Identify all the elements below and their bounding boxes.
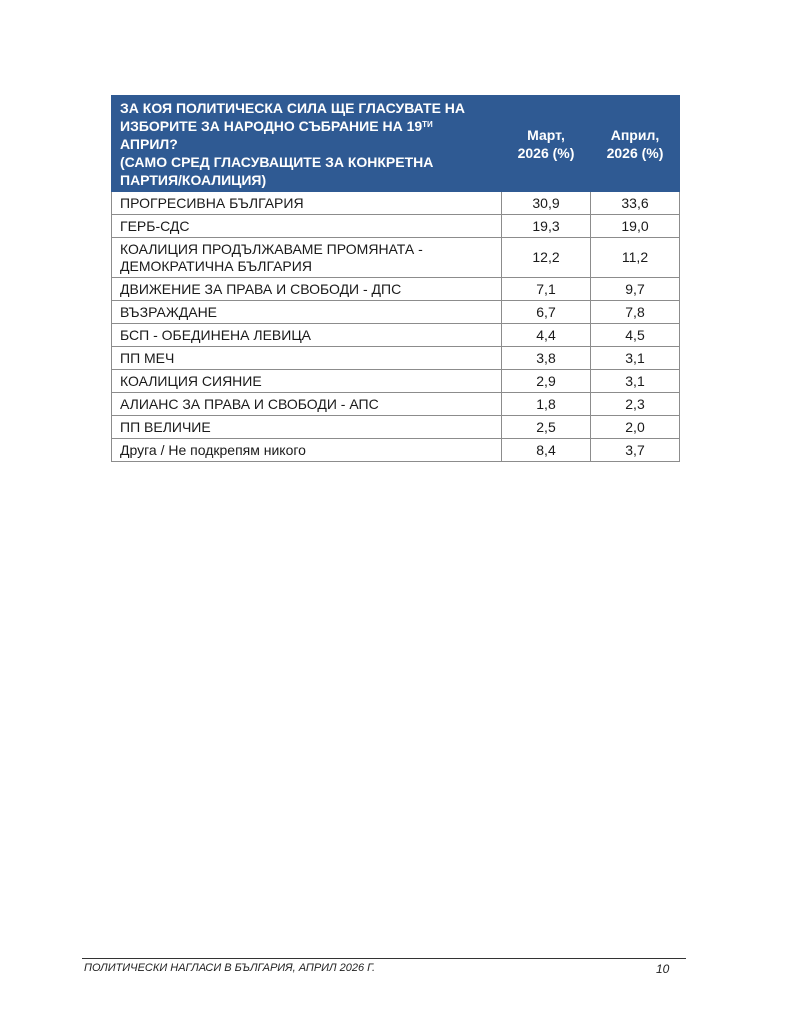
- party-name: АЛИАНС ЗА ПРАВА И СВОБОДИ - АПС: [112, 393, 502, 416]
- question-line-2-superscript: ТИ: [422, 120, 433, 129]
- column-header-april: [591, 96, 680, 192]
- party-name: ДВИЖЕНИЕ ЗА ПРАВА И СВОБОДИ - ДПС: [112, 278, 502, 301]
- column-april-year: 2026 (%): [606, 144, 664, 161]
- party-name: Друга / Не подкрепям никого: [112, 439, 502, 462]
- march-value: 2,5: [502, 416, 591, 439]
- party-name: ПП МЕЧ: [112, 347, 502, 370]
- april-value: 3,1: [591, 370, 680, 393]
- party-name: ПРОГРЕСИВНА БЪЛГАРИЯ: [112, 192, 502, 215]
- party-name: ПП ВЕЛИЧИЕ: [112, 416, 502, 439]
- april-value: 2,0: [591, 416, 680, 439]
- question-line-2: [120, 117, 495, 135]
- march-value: 19,3: [502, 215, 591, 238]
- april-value: 3,7: [591, 439, 680, 462]
- party-name: КОАЛИЦИЯ СИЯНИЕ: [112, 370, 502, 393]
- april-value: 9,7: [591, 278, 680, 301]
- march-value: 8,4: [502, 439, 591, 462]
- question-line-4: (САМО СРЕД ГЛАСУВАЩИТЕ ЗА КОНКРЕТНА: [120, 154, 434, 170]
- table-row: [112, 278, 680, 301]
- question-line-1: ЗА КОЯ ПОЛИТИЧЕСКА СИЛА ЩЕ ГЛАСУВАТЕ НА: [120, 100, 466, 116]
- column-header-march: [502, 96, 591, 192]
- april-value: 4,5: [591, 324, 680, 347]
- footer-divider: [82, 958, 686, 959]
- question-line-5: ПАРТИЯ/КОАЛИЦИЯ): [120, 172, 267, 188]
- march-value: 12,2: [502, 238, 591, 278]
- march-value: 1,8: [502, 393, 591, 416]
- column-april-label: Април,: [610, 126, 660, 143]
- table-row: [112, 324, 680, 347]
- poll-results-table: [111, 95, 680, 462]
- party-name-line-2: ДЕМОКРАТИЧНА БЪЛГАРИЯ: [120, 257, 312, 274]
- column-march-label: Март,: [527, 126, 565, 143]
- table-row: [112, 416, 680, 439]
- march-value: 30,9: [502, 192, 591, 215]
- april-value: 3,1: [591, 347, 680, 370]
- table-row: [112, 393, 680, 416]
- table-header-row: [112, 96, 680, 192]
- table-row: [112, 301, 680, 324]
- party-name: [112, 238, 502, 278]
- party-name: ВЪЗРАЖДАНЕ: [112, 301, 502, 324]
- question-line-3: АПРИЛ?: [120, 136, 178, 152]
- question-header: [112, 96, 502, 192]
- march-value: 2,9: [502, 370, 591, 393]
- table-row: [112, 215, 680, 238]
- march-value: 3,8: [502, 347, 591, 370]
- table-row: [112, 347, 680, 370]
- footer-title: ПОЛИТИЧЕСКИ НАГЛАСИ В БЪЛГАРИЯ, АПРИЛ 2026 Г.: [84, 962, 376, 974]
- march-value: 7,1: [502, 278, 591, 301]
- question-line-2-text: ИЗБОРИТЕ ЗА НАРОДНО СЪБРАНИЕ НА 19: [120, 118, 423, 134]
- april-value: 2,3: [591, 393, 680, 416]
- march-value: 4,4: [502, 324, 591, 347]
- march-value: 6,7: [502, 301, 591, 324]
- party-name: БСП - ОБЕДИНЕНА ЛЕВИЦА: [112, 324, 502, 347]
- table-row: [112, 439, 680, 462]
- table-row: [112, 238, 680, 278]
- page-number: 10: [656, 962, 670, 976]
- april-value: 19,0: [591, 215, 680, 238]
- table-row: [112, 192, 680, 215]
- april-value: 7,8: [591, 301, 680, 324]
- april-value: 11,2: [591, 238, 680, 278]
- party-name: ГЕРБ-СДС: [112, 215, 502, 238]
- april-value: 33,6: [591, 192, 680, 215]
- column-march-year: 2026 (%): [517, 144, 575, 161]
- party-name-line-1: КОАЛИЦИЯ ПРОДЪЛЖАВАМЕ ПРОМЯНАТА -: [120, 240, 423, 257]
- table-row: [112, 370, 680, 393]
